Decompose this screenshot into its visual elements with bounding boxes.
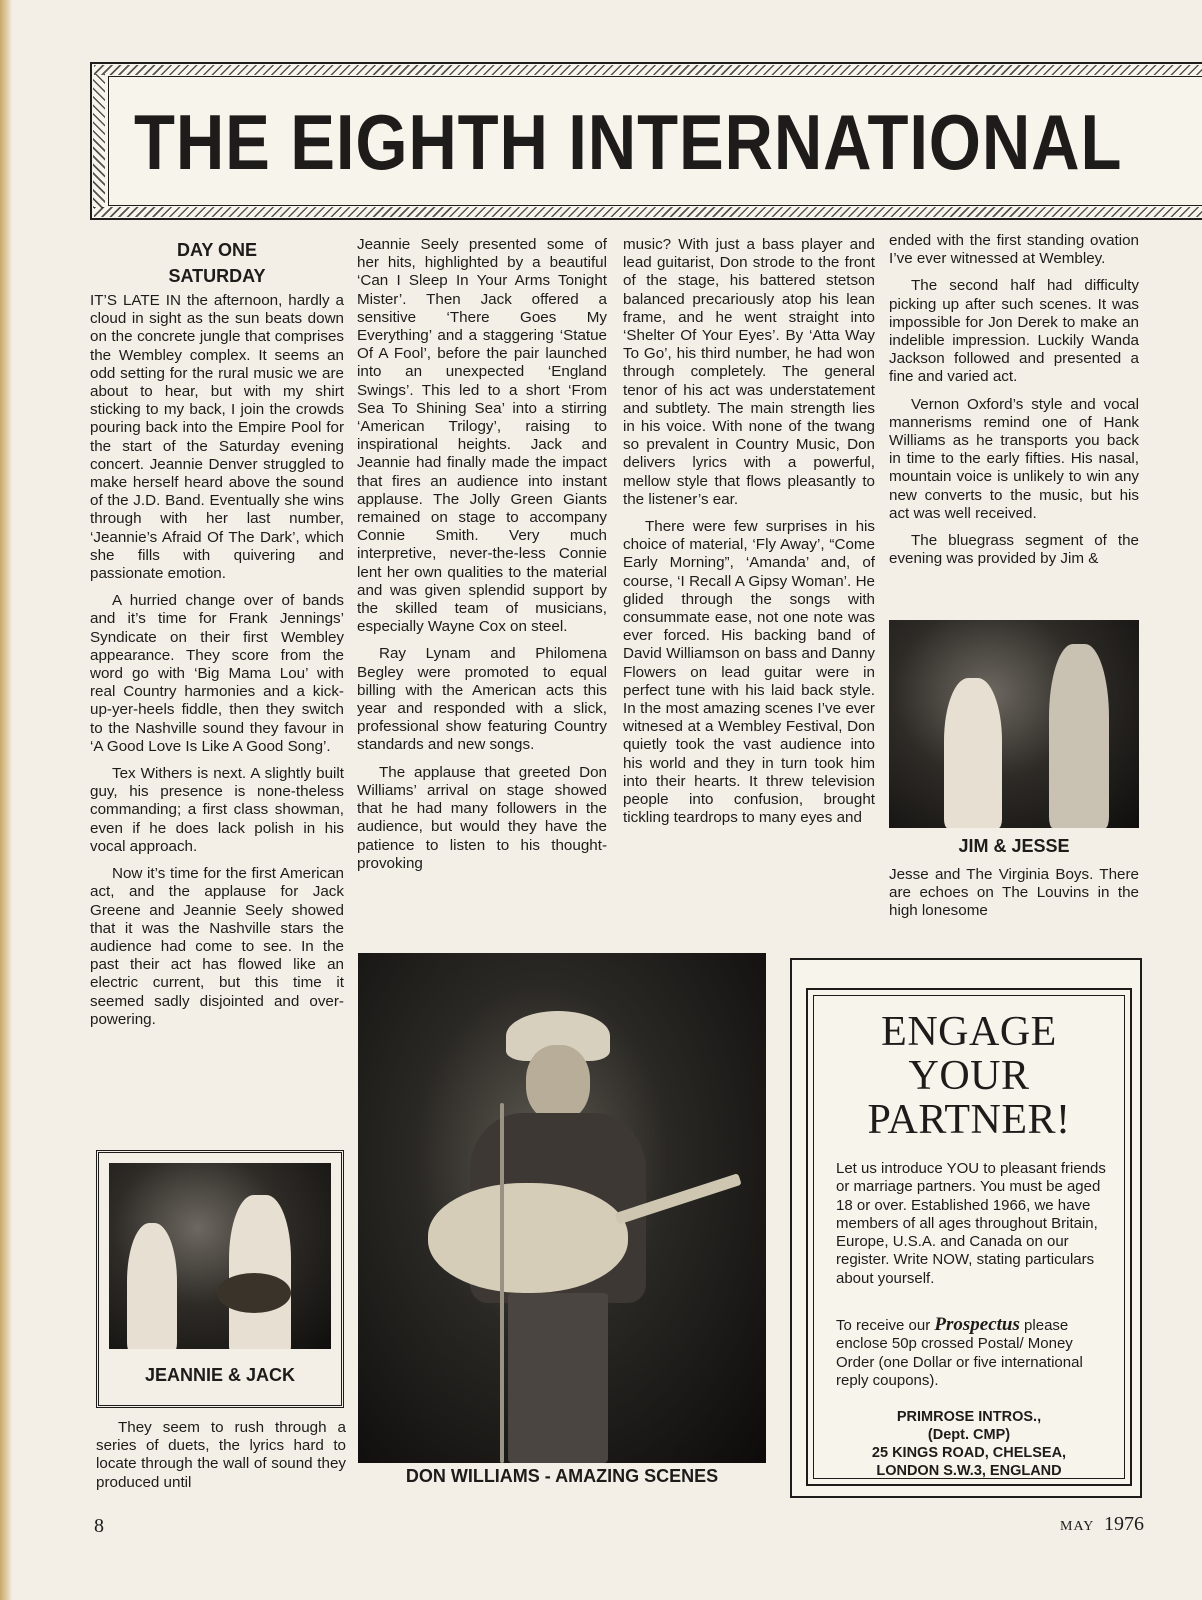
footer-year: 1976 (1104, 1513, 1144, 1535)
paragraph: Ray Lynam and Philomena Begley were promoted to equal billing with the American acts this year and responded with a slick, professional show featuring Country standards and new songs. (357, 645, 607, 754)
face (526, 1045, 590, 1121)
paragraph: There were few surprises in his choice of material, ‘Fly Away’, “Come Early Morning”, ‘Amanda’ and, of course, ‘I Recall A Gipsy Woman’. He glided through the songs with consummate ease, not one note was ever forced. His backing band of David Williamson on bass and Danny Flowers on lead guitar were in perfect tune with his laid back style. In the most amazing scenes I’ve ever witnesed at a Wembley Festival, Don quietly took the vast audience into his world and they in turn took him into their hearts. It threw television people into confusion, brought tickling teardrops to many eyes and (623, 518, 875, 827)
ad-title-line: ENGAGE (881, 1009, 1057, 1055)
ad-prospectus-word: Prospectus (934, 1314, 1020, 1335)
footer-month: MAY (1060, 1519, 1095, 1534)
paragraph: music? With just a bass player and lead guitarist, Don strode to the front of the stage, his battered stetson balanced precariously atop his lean frame, and he went straight into ‘Shelter Of Your Eyes’. By ‘Atta Way To Go’, his third number, he had won through completely. The general tenor of his act was understatement and subtlety. The main strength lies in his voice. With none of the twang so prevalent in Country Music, Don delivers lyrics with a powerful, mellow style that flows pleasantly to the listener’s ear. (623, 236, 875, 508)
jeannie-jack-photo-frame (96, 1150, 344, 1408)
ad-address-line: LONDON S.W.3, ENGLAND (876, 1463, 1062, 1479)
ad-body-text: Let us introduce YOU to pleasant friends or marriage partners. You must be aged 18 or over. Established 1966, we have members of all ages throughout Britain, Europe, U.S.A. and Canada on our register. Write NOW, stating particulars about yourself. (836, 1160, 1106, 1287)
performer-figure (1049, 644, 1109, 828)
paragraph: They seem to rush through a series of duets, the lyrics hard to locate through the wall of sound they produced until (96, 1419, 346, 1491)
paragraph: The applause that greeted Don Williams’ arrival on stage showed that he had many followers in the audience, but would they have the patience to listen to his thought-provoking (357, 763, 607, 872)
paragraph: Tex Withers is next. A slightly built guy, his presence is none-theless commanding; a first class showman, even if he does lack polish in his vocal approach. (90, 765, 344, 855)
paragraph: A hurried change over of bands and it’s time for Frank Jennings’ Syndicate on their first Wembley appearance. They score from the word go with ‘Big Mama Lou’ with real Country harmonies and a kick-up-yer-heels fiddle, then they switch to the Nashville sound they favour in ‘A Good Love Is Like A Good Song’. (90, 592, 344, 755)
zigzag-border-left (93, 74, 105, 208)
article-column-1 (90, 232, 344, 1038)
paragraph: The second half had difficulty picking up after such scenes. It was impossible for Jon Derek to make an indelible impression. Luckily Wanda Jackson followed and presented a fine and varied act. (889, 277, 1139, 386)
paragraph: IT’S LATE IN the afternoon, hardly a cloud in sight as the sun beats down on the concrete jungle that comprises the Wembley complex. It seems an odd setting for the rural music we are about to hear, but with my shirt sticking to my back, I join the crowds pouring back into the Empire Pool for the start of the Saturday evening concert. Jeannie Denver struggled to make herself heard above the sound of the J.D. Band. Eventually she wins through with her last number, ‘Jeannie’s Afraid Of The Dark’, which she fills with quivering and passionate emotion. (90, 292, 344, 583)
ad-address-line: (Dept. CMP) (927, 1427, 1011, 1443)
advertisement-box (790, 958, 1142, 1498)
jeannie-jack-photo (109, 1163, 331, 1349)
article-column-4-continued (889, 866, 1139, 930)
paragraph: Jeannie Seely presented some of her hits, highlighted by a beautiful ‘Can I Sleep In Your Arms Tonight Mister’. Then Jack offered a sensitive ‘There Goes My Everything’ and a staggering ‘Statue Of A Fool’, before the pair launched into an unexpected ‘England Swings’. This led to a short ‘From Sea To Shining Sea’ into a stirring ‘American Trilogy’, raising to inspirational heights. Jack and Jeannie had finally made the impact that fires an audience into instant applause. The Jolly Green Giants remained on stage to accompany Connie Smith. Very much interpretive, never-the-less Connie lent her own qualities to the material and was given splendid support by the skilled team of musicians, especially Wayne Cox on steel. (357, 236, 607, 636)
paragraph: Vernon Oxford’s style and vocal mannerisms remind one of Hank Williams as he transports you back in time to the early fifties. His nasal, mountain voice is unlikely to win any new converts to the music, but his act was well received. (889, 395, 1139, 522)
article-column-4 (889, 232, 1139, 577)
don-williams-photo (358, 953, 766, 1463)
advertisement-inner-border (806, 988, 1132, 1486)
ad-title (808, 1010, 1130, 1142)
zigzag-border-top (94, 65, 1202, 75)
ad-address-line: PRIMROSE INTROS., (896, 1409, 1042, 1425)
section-heading-weekday: SATURDAY (168, 266, 266, 286)
paragraph: The bluegrass segment of the evening was provided by Jim & (889, 532, 1139, 568)
ad-title-line: YOUR (908, 1053, 1030, 1099)
ad-prospectus-post: please enclose 50p crossed Postal/ Money Order (one Dollar or five international reply coupons). (836, 1317, 1083, 1389)
singer-figure (127, 1223, 177, 1349)
caption-jim-jesse: JIM & JESSE (958, 836, 1070, 856)
article-column-2 (357, 236, 607, 882)
ad-address (808, 1408, 1130, 1480)
section-heading-day: DAY ONE (176, 240, 258, 260)
microphone-stand (500, 1103, 504, 1463)
ad-title-line: PARTNER! (867, 1097, 1071, 1143)
guitar-shape (217, 1273, 291, 1313)
ad-address-line: 25 KINGS ROAD, CHELSEA, (871, 1445, 1067, 1461)
page-number: 8 (94, 1515, 104, 1537)
headline-banner (90, 62, 1202, 220)
zigzag-border-bottom (94, 207, 1202, 217)
ad-prospectus-pre: To receive our (836, 1317, 935, 1334)
guitarist-figure (229, 1195, 291, 1349)
paragraph: ended with the first standing ovation I’ve ever witnessed at Wembley. (889, 232, 1139, 268)
caption-jeannie-jack: JEANNIE & JACK (144, 1365, 296, 1385)
jeans (508, 1293, 608, 1463)
article-column-3 (623, 236, 875, 837)
article-column-1-continued (96, 1419, 346, 1501)
caption-don-williams: DON WILLIAMS - AMAZING SCENES (405, 1466, 719, 1486)
performer-figure (944, 678, 1002, 828)
paragraph: Jesse and The Virginia Boys. There are echoes on The Louvins in the high lonesome (889, 866, 1139, 920)
page-edge (0, 0, 12, 1600)
ad-prospectus-text (836, 1316, 1110, 1390)
acoustic-guitar (428, 1183, 628, 1293)
headline: THE EIGHTH INTERNATIONAL (134, 98, 1123, 186)
jim-jesse-photo (889, 620, 1139, 828)
paragraph: Now it’s time for the first American act, and the applause for Jack Greene and Jeannie Seely showed that it was the Nashville stars the audience had come to see. In the past their act has flowed like an electric current, but this time it seemed sadly disjointed and over-powering. (90, 865, 344, 1028)
